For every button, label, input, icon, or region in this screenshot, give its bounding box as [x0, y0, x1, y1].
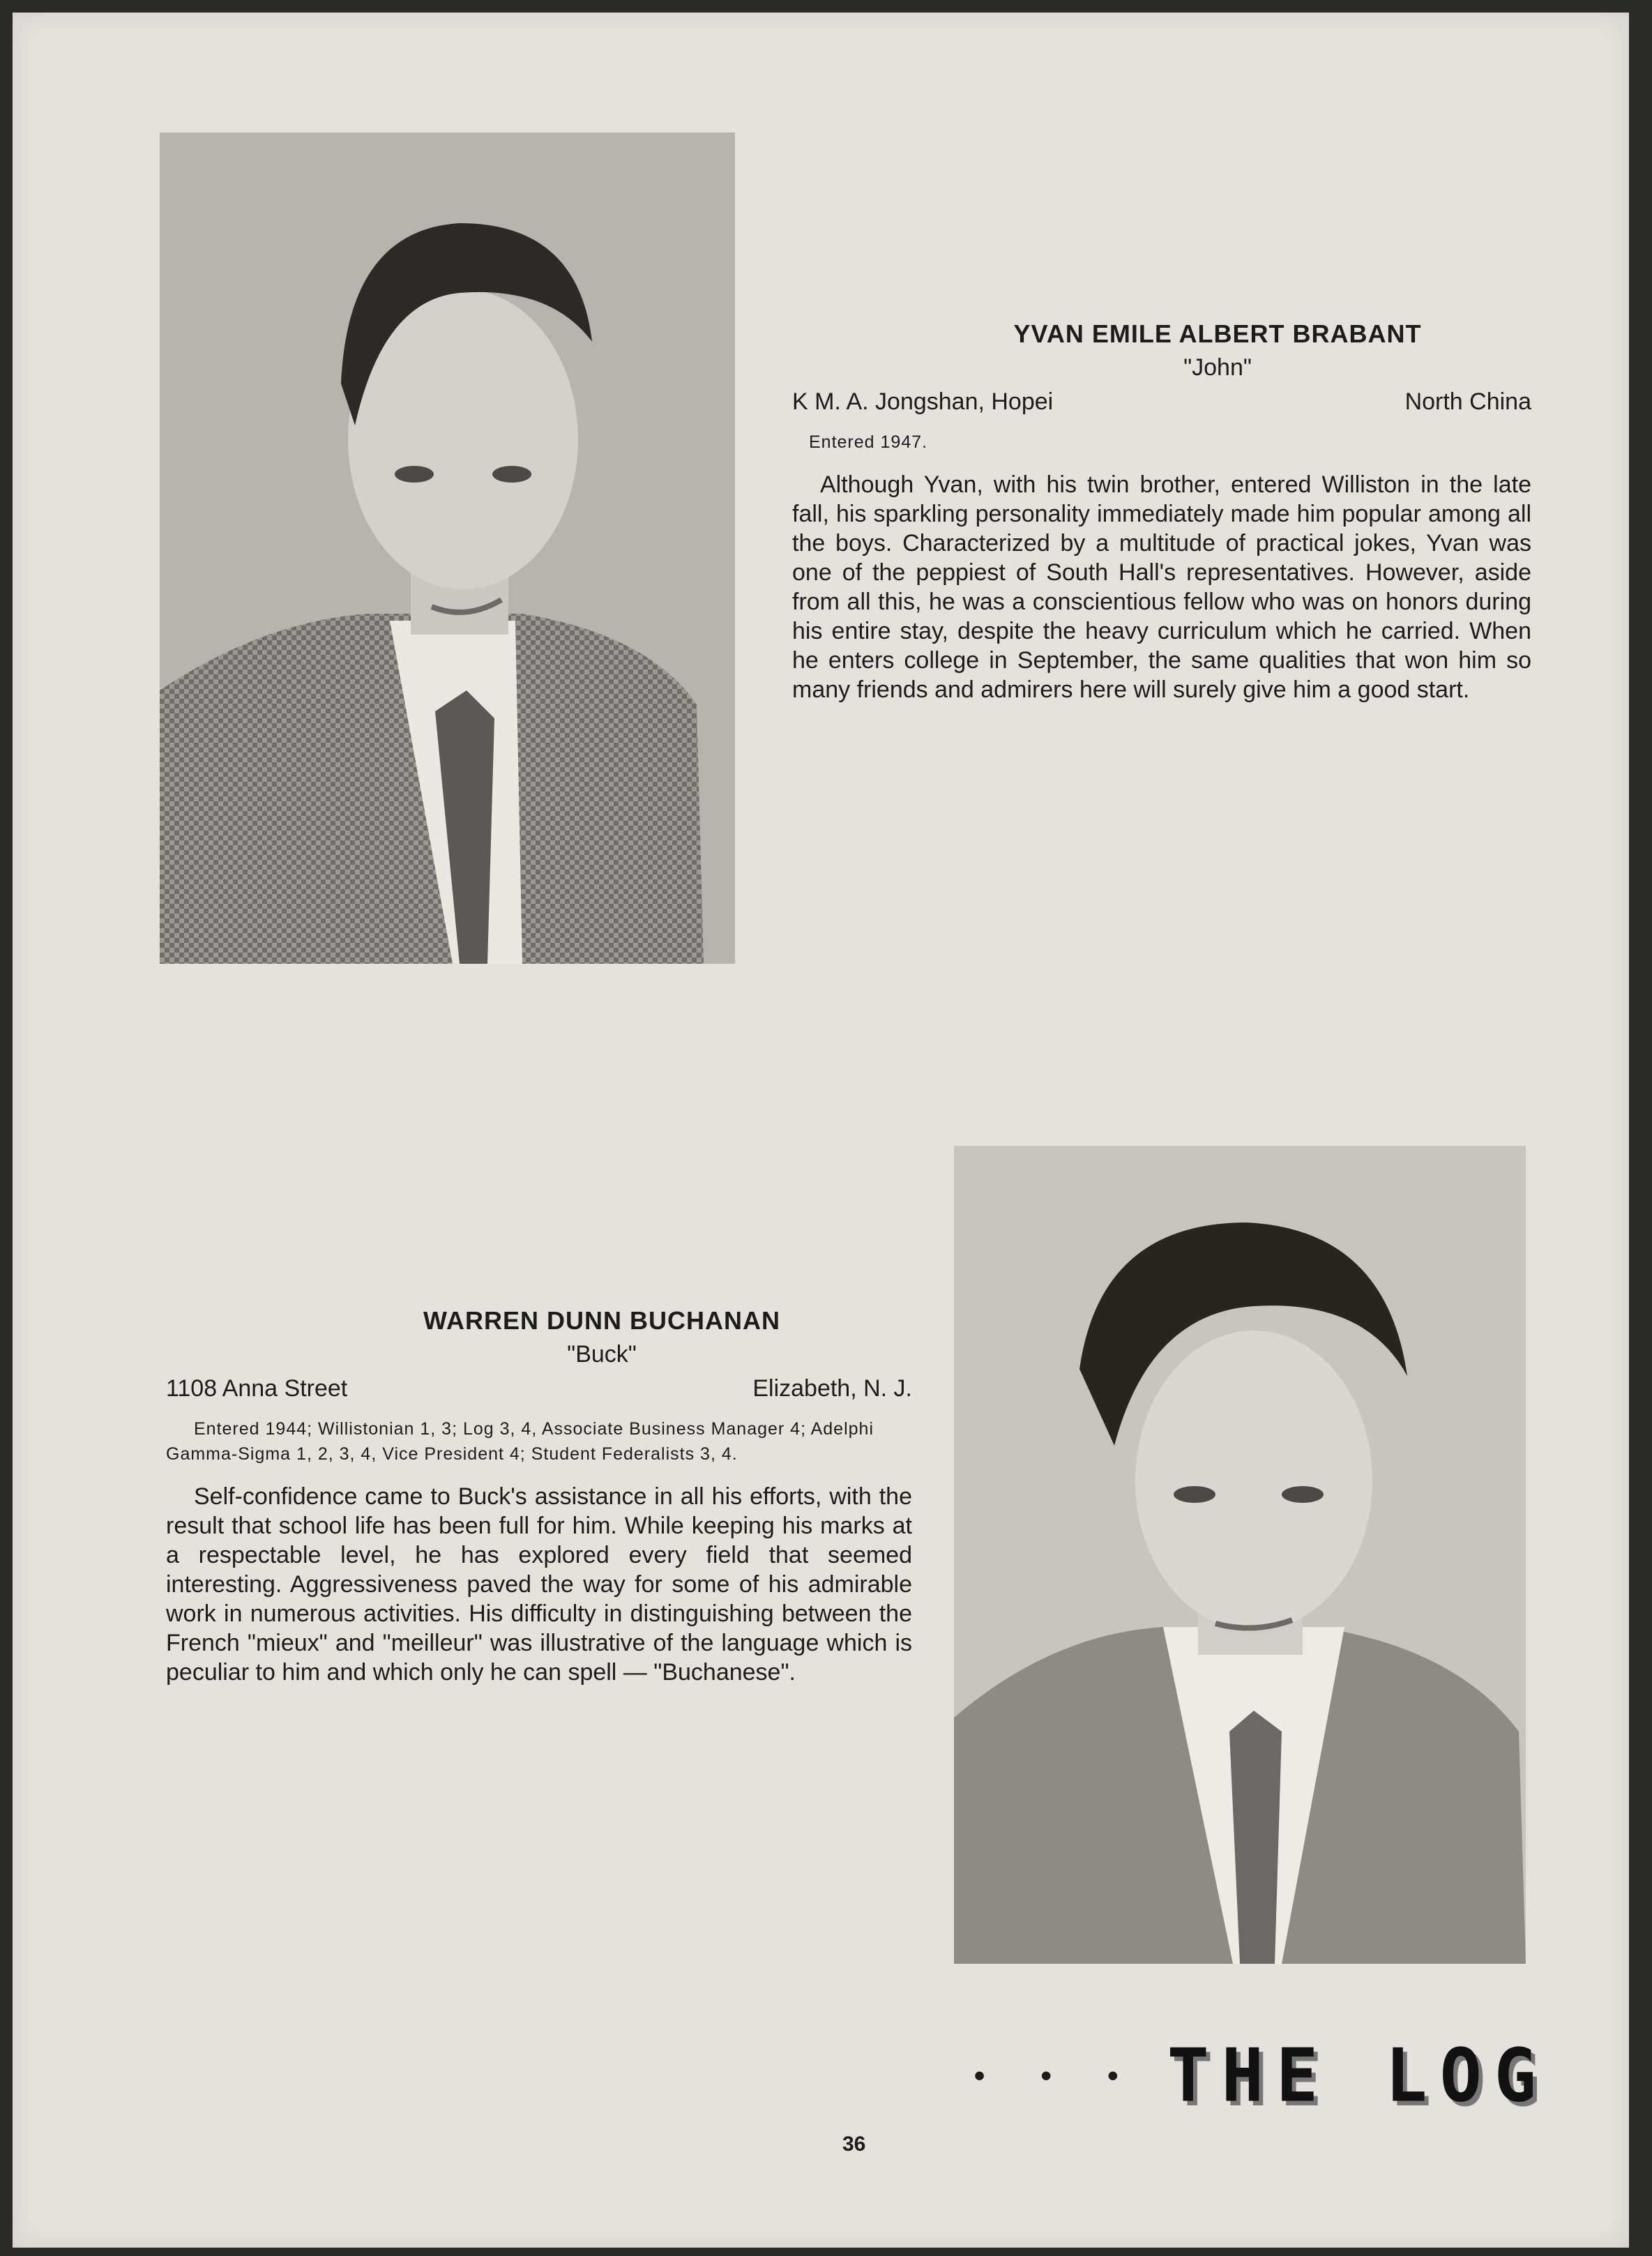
footer-title — [974, 2035, 1549, 2117]
entry-buchanan — [166, 1306, 912, 1687]
student-address — [792, 388, 1531, 416]
footer-dots: • • • — [973, 2058, 1142, 2093]
address-street: K M. A. Jongshan, Hopei — [792, 388, 1054, 415]
student-nickname: "John" — [1183, 354, 1252, 381]
student-address — [166, 1375, 912, 1402]
entry-brabant — [792, 319, 1531, 704]
address-city: North China — [1404, 388, 1531, 415]
yearbook-page — [13, 13, 1629, 2248]
portrait-photo-brabant — [160, 133, 735, 964]
portrait-photo-buchanan — [954, 1146, 1526, 1964]
student-bio: Although Yvan, with his twin brother, entered Williston in the late fall, his sparkling personality immediately made him popular among all the boys. Characterized by a multitude of practical jokes, Yvan was one of the peppiest of South Hall's representatives. However, aside from all this, he was a conscientious fellow who was on honors during his entire stay, despite the heavy curriculum which he carried. When he enters college in September, the same qualities that won him so many friends and admirers here will surely give him a good start. — [792, 471, 1531, 703]
student-bio: Self-confidence came to Buck's assistance in all his efforts, with the result that school life has been full for him. While keeping his marks at a respectable level, he has explored every field that seemed interesting. Aggressiveness paved the way for some of his admirable work in numerous activities. His difficulty in distinguishing between the French "mieux" and "meilleur" was illustrative of the language which is peculiar to him and which only he can spell — "Buchanese". — [166, 1483, 912, 1686]
student-name: WARREN DUNN BUCHANAN — [423, 1306, 780, 1335]
address-city: Elizabeth, N. J. — [752, 1375, 912, 1402]
yearbook-logo: THE LOG — [1167, 2033, 1549, 2119]
student-record: Entered 1944; Willistonian 1, 3; Log 3, 4, Associate Business Manager 4; Adelphi Gamma-Sigma 1, 2, 3, 4, Vice President 4; Student Federalists 3, 4. — [166, 1419, 874, 1464]
page-number: 36 — [842, 2133, 866, 2156]
student-name: YVAN EMILE ALBERT BRABANT — [1013, 319, 1422, 348]
student-record: Entered 1947. — [809, 432, 928, 452]
address-street: 1108 Anna Street — [166, 1375, 348, 1402]
student-nickname: "Buck" — [567, 1341, 637, 1368]
